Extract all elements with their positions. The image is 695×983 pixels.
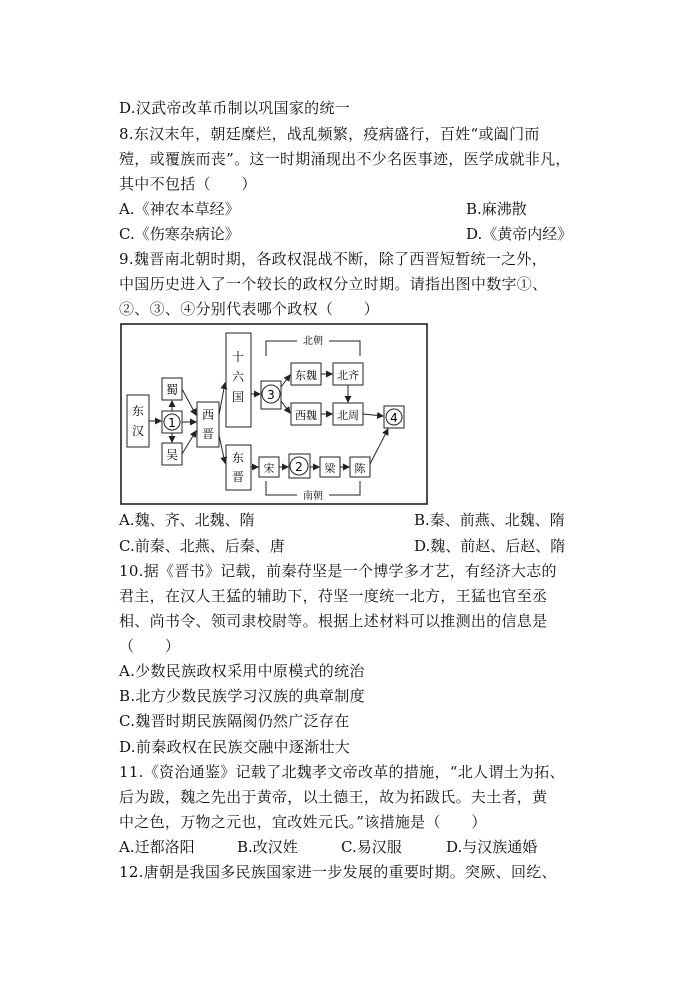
donghan-label-1: 东 <box>131 404 145 418</box>
box-regime-4 <box>384 406 404 428</box>
box-wu <box>162 443 182 465</box>
regime-4-number: 4 <box>390 411 398 425</box>
beizhou-label: 北周 <box>337 409 359 422</box>
q8-option-a: A.《神农本草经》 <box>119 200 240 218</box>
q8-stem-line-3: 其中不包括（ ） <box>119 175 257 193</box>
box-liang <box>320 457 340 477</box>
q8-option-d: D.《黄帝内经》 <box>466 225 573 243</box>
q10-option-a: A.少数民族政权采用中原模式的统治 <box>119 662 365 680</box>
box-beiqi <box>333 363 363 385</box>
q9-option-a: A.魏、齐、北魏、隋 <box>119 511 255 529</box>
q7-option-d: D.汉武帝改革币制以巩国家的统一 <box>119 99 351 117</box>
q8-option-b: B.麻沸散 <box>466 200 527 218</box>
box-regime-2 <box>289 454 310 478</box>
q12-stem-line-1: 12.唐朝是我国多民族国家进一步发展的重要时期。突厥、回纥、 <box>119 863 557 881</box>
q11-option-a: A.迁都洛阳 <box>119 838 195 856</box>
beichao-label: 北朝 <box>303 336 323 347</box>
donghan-label-2: 汉 <box>131 424 145 438</box>
q11-option-c: C.易汉服 <box>341 838 402 856</box>
regime-flow-diagram <box>120 323 428 505</box>
regime-3-number: 3 <box>267 388 275 402</box>
q8-stem-line-2: 殪，或覆族而丧”。这一时期涌现出不少名医事迹，医学成就非凡， <box>119 150 571 168</box>
shu-label: 蜀 <box>165 383 179 397</box>
box-dongjin <box>226 445 251 490</box>
q11-stem-line-2: 后为跋，魏之先出于黄帝，以土德王，故为拓跋氏。夫土者，黄 <box>119 788 548 806</box>
box-regime-3 <box>261 381 281 409</box>
q11-stem-line-1: 11.《资治通鉴》记载了北魏孝文帝改革的措施，“北人谓土为拓、 <box>119 763 565 781</box>
q9-stem-line-1: 9.魏晋南北朝时期，各政权混战不断，除了西晋短暂统一之外， <box>119 250 548 268</box>
q10-option-c: C.魏晋时期民族隔阂仍然广泛存在 <box>119 712 350 730</box>
dongjin-label-1: 东 <box>231 451 245 465</box>
box-shiliuguo <box>226 333 251 427</box>
box-shu <box>162 378 182 400</box>
q10-option-d: D.前秦政权在民族交融中逐渐壮大 <box>119 738 351 756</box>
nanchao-label: 南朝 <box>303 491 323 502</box>
box-xiwei <box>291 403 321 425</box>
beiqi-label: 北齐 <box>337 369 359 382</box>
q10-option-b: B.北方少数民族学习汉族的典章制度 <box>119 687 365 705</box>
box-regime-1 <box>162 411 182 433</box>
q9-stem-line-2: 中国历史进入了一个较长的政权分立时期。请指出图中数字①、 <box>119 275 548 293</box>
box-xijin <box>197 402 219 447</box>
chen-label: 陈 <box>354 462 366 475</box>
q8-stem-line-1: 8.东汉末年，朝廷糜烂，战乱频繁，疫病盛行，百姓“或阖门而 <box>119 125 540 143</box>
box-song <box>259 457 279 477</box>
box-dongwei <box>291 363 321 385</box>
regime-2-number: 2 <box>295 460 303 474</box>
dongwei-label: 东魏 <box>295 369 317 382</box>
shiliuguo-label-1: 十 <box>231 350 245 364</box>
xijin-label-1: 西 <box>201 408 215 422</box>
wu-label: 吴 <box>165 448 179 462</box>
liang-label: 梁 <box>324 462 336 475</box>
shiliuguo-label-3: 国 <box>231 390 245 404</box>
box-chen <box>350 457 370 477</box>
song-label: 宋 <box>263 462 275 475</box>
q8-option-c: C.《伤寒杂病论》 <box>119 225 240 243</box>
q9-stem-line-3: ②、③、④分别代表哪个政权（ ） <box>119 300 380 318</box>
q9-option-b: B.秦、前燕、北魏、隋 <box>414 511 565 529</box>
q11-option-b: B.改汉姓 <box>237 838 298 856</box>
regime-1-number: 1 <box>168 416 176 430</box>
q10-stem-line-4: （ ） <box>119 637 181 655</box>
box-donghan <box>127 395 149 447</box>
q10-stem-line-2: 君主，在汉人王猛的辅助下，苻坚一度统一北方，王猛也官至丞 <box>119 587 548 605</box>
q11-stem-line-3: 中之色，万物之元也，宜改姓元氏。”该措施是（ ） <box>119 813 487 831</box>
shiliuguo-label-2: 六 <box>231 370 245 384</box>
q9-option-c: C.前秦、北燕、后秦、唐 <box>119 537 285 555</box>
q9-option-d: D.魏、前赵、后赵、隋 <box>414 537 566 555</box>
q10-stem-line-1: 10.据《晋书》记载，前秦苻坚是一个博学多才艺，有经济大志的 <box>119 562 557 580</box>
box-beizhou <box>333 403 363 425</box>
xiwei-label: 西魏 <box>295 409 317 422</box>
dongjin-label-2: 晋 <box>231 470 245 484</box>
q11-option-d: D.与汉族通婚 <box>446 838 538 856</box>
xijin-label-2: 晋 <box>201 427 215 441</box>
q10-stem-line-3: 相、尚书令、领司隶校尉等。根据上述材料可以推测出的信息是 <box>119 612 548 630</box>
